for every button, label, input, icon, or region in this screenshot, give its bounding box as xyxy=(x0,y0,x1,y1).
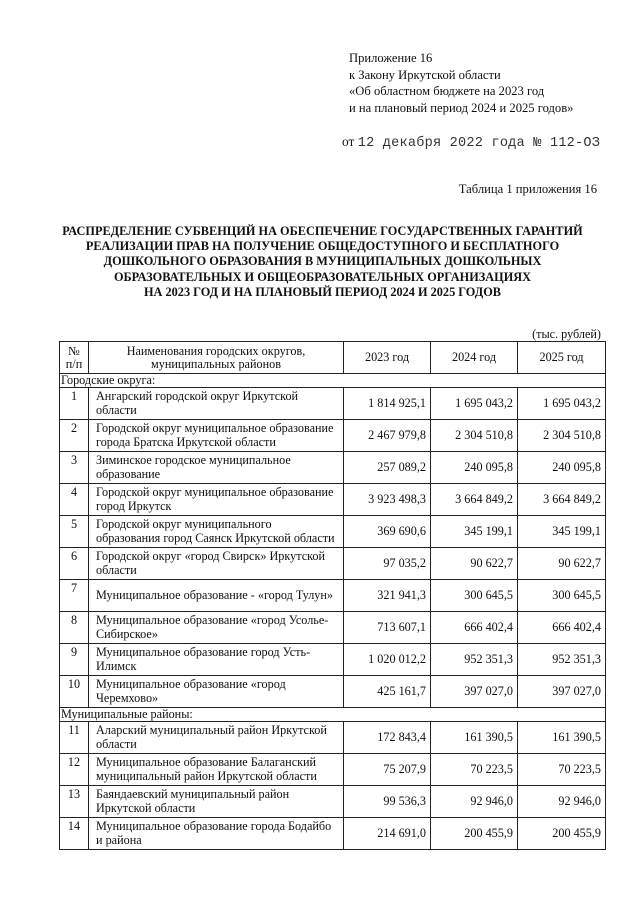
table-row xyxy=(60,644,606,676)
row-name-line2: город Иркутск xyxy=(96,498,172,513)
row-number: 4 xyxy=(60,484,89,516)
value-2025: 161 390,5 xyxy=(518,722,606,754)
value-2023: 75 207,9 xyxy=(344,754,431,786)
value-2025: 92 946,0 xyxy=(518,786,606,818)
value-2024: 1 695 043,2 xyxy=(431,388,518,420)
value-2024: 90 622,7 xyxy=(431,548,518,580)
header-2025: 2025 год xyxy=(518,342,606,374)
value-2024: 200 455,9 xyxy=(431,818,518,850)
value-2024: 666 402,4 xyxy=(431,612,518,644)
value-2023: 99 536,3 xyxy=(344,786,431,818)
table-row xyxy=(60,676,606,708)
units-label: (тыс. рублей) xyxy=(532,327,601,341)
appendix-line: и на плановый период 2024 и 2025 годов» xyxy=(349,100,574,115)
value-2025: 90 622,7 xyxy=(518,548,606,580)
row-name xyxy=(89,580,344,612)
header-2023: 2023 год xyxy=(344,342,431,374)
appendix-reference xyxy=(349,50,573,116)
row-name-line2: образование xyxy=(96,466,161,481)
value-2025: 952 351,3 xyxy=(518,644,606,676)
row-number: 9 xyxy=(60,644,89,676)
row-name-line1: Муниципальное образование город Усть- xyxy=(96,645,311,659)
row-name-line1: Муниципальное образование «город Усолье- xyxy=(96,613,329,627)
row-name-line1: Муниципальное образование Балаганский xyxy=(96,755,317,769)
row-name-line1: Городской округ муниципальное образование xyxy=(96,485,334,499)
row-name xyxy=(89,388,344,420)
table-row xyxy=(60,786,606,818)
row-name-line1: Городской округ муниципального xyxy=(96,517,272,531)
row-name xyxy=(89,644,344,676)
value-2024: 952 351,3 xyxy=(431,644,518,676)
law-date xyxy=(342,134,600,151)
value-2024: 397 027,0 xyxy=(431,676,518,708)
row-name-line1: Городской округ муниципальное образование xyxy=(96,421,334,435)
row-name xyxy=(89,722,344,754)
row-name xyxy=(89,452,344,484)
row-name-line2: Иркутской области xyxy=(96,800,196,815)
header-2024: 2024 год xyxy=(431,342,518,374)
table-row xyxy=(60,548,606,580)
row-number: 3 xyxy=(60,452,89,484)
row-name-line2: и района xyxy=(96,832,142,847)
row-name-line1: Ангарский городской округ Иркутской xyxy=(96,389,299,403)
row-name-line1: Зиминское городское муниципальное xyxy=(96,453,291,467)
value-2024: 92 946,0 xyxy=(431,786,518,818)
row-number: 5 xyxy=(60,516,89,548)
value-2025: 666 402,4 xyxy=(518,612,606,644)
table-row xyxy=(60,388,606,420)
row-name-line2: образования город Саянск Иркутской области xyxy=(96,530,335,545)
row-name xyxy=(89,786,344,818)
table-row xyxy=(60,722,606,754)
value-2025: 397 027,0 xyxy=(518,676,606,708)
value-2023: 1 020 012,2 xyxy=(344,644,431,676)
group-row-districts xyxy=(60,708,606,722)
row-number: 10 xyxy=(60,676,89,708)
value-2024: 240 095,8 xyxy=(431,452,518,484)
row-name xyxy=(89,818,344,850)
row-name xyxy=(89,420,344,452)
row-name-line2: области xyxy=(96,402,137,417)
table-row xyxy=(60,484,606,516)
table-row xyxy=(60,420,606,452)
group-label: Городские округа: xyxy=(60,374,606,388)
table-row xyxy=(60,612,606,644)
table-header-row xyxy=(60,342,606,374)
appendix-line: Приложение 16 xyxy=(349,51,433,65)
row-name-line1: Аларский муниципальный район Иркутской xyxy=(96,723,327,737)
value-2025: 300 645,5 xyxy=(518,580,606,612)
row-name-line2: муниципальный район Иркутской области xyxy=(96,768,317,783)
row-number: 12 xyxy=(60,754,89,786)
value-2023: 97 035,2 xyxy=(344,548,431,580)
value-2025: 1 695 043,2 xyxy=(518,388,606,420)
group-row-urban xyxy=(60,374,606,388)
row-name xyxy=(89,484,344,516)
table-row xyxy=(60,754,606,786)
value-2023: 172 843,4 xyxy=(344,722,431,754)
row-name-line2: города Братска Иркутской области xyxy=(96,434,276,449)
row-name-line2: области xyxy=(96,562,137,577)
row-name-line2: Черемхово» xyxy=(96,690,159,705)
row-number: 14 xyxy=(60,818,89,850)
row-name-line1: Муниципальное образование города Бодайбо xyxy=(96,819,332,833)
value-2024: 345 199,1 xyxy=(431,516,518,548)
row-number: 2 xyxy=(60,420,89,452)
table-row xyxy=(60,452,606,484)
value-2023: 713 607,1 xyxy=(344,612,431,644)
row-name xyxy=(89,548,344,580)
value-2023: 214 691,0 xyxy=(344,818,431,850)
value-2025: 3 664 849,2 xyxy=(518,484,606,516)
value-2024: 300 645,5 xyxy=(431,580,518,612)
row-name-line2: Илимск xyxy=(96,658,137,673)
value-2023: 425 161,7 xyxy=(344,676,431,708)
header-name: Наименования городских округов, муниципальных районов xyxy=(89,342,344,374)
group-label: Муниципальные районы: xyxy=(60,708,606,722)
value-2024: 161 390,5 xyxy=(431,722,518,754)
value-2025: 2 304 510,8 xyxy=(518,420,606,452)
law-date-text: 12 декабря 2022 года № 112-ОЗ xyxy=(357,136,601,151)
row-number: 6 xyxy=(60,548,89,580)
table-row xyxy=(60,580,606,612)
row-number: 13 xyxy=(60,786,89,818)
title-line: ОБРАЗОВАТЕЛЬНЫХ И ОБЩЕОБРАЗОВАТЕЛЬНЫХ ОРГАНИЗАЦИЯХ xyxy=(113,269,532,284)
header-num: № п/п xyxy=(60,342,89,374)
row-name-line2: Сибирское» xyxy=(96,626,158,641)
row-number: 8 xyxy=(60,612,89,644)
value-2023: 3 923 498,3 xyxy=(344,484,431,516)
row-name-line1: Муниципальное образование «город xyxy=(96,677,286,691)
value-2023: 257 089,2 xyxy=(344,452,431,484)
table-reference: Таблица 1 приложения 16 xyxy=(458,182,597,196)
value-2025: 200 455,9 xyxy=(518,818,606,850)
document-title xyxy=(40,224,605,300)
title-line: РЕАЛИЗАЦИИ ПРАВ НА ПОЛУЧЕНИЕ ОБЩЕДОСТУПНОГО И БЕСПЛАТНОГО xyxy=(85,239,560,254)
law-date-prefix: от xyxy=(342,134,355,149)
value-2023: 2 467 979,8 xyxy=(344,420,431,452)
row-number: 1 xyxy=(60,388,89,420)
value-2025: 240 095,8 xyxy=(518,452,606,484)
row-name-line1: Городской округ «город Свирск» Иркутской xyxy=(96,549,326,563)
row-name xyxy=(89,754,344,786)
table-row xyxy=(60,516,606,548)
subsidy-table xyxy=(59,341,606,850)
row-name xyxy=(89,676,344,708)
row-name xyxy=(89,612,344,644)
title-line: РАСПРЕДЕЛЕНИЕ СУБВЕНЦИЙ НА ОБЕСПЕЧЕНИЕ ГОСУДАРСТВЕННЫХ ГАРАНТИЙ xyxy=(62,224,583,238)
value-2025: 70 223,5 xyxy=(518,754,606,786)
row-name-line1: Муниципальное образование - «город Тулун» xyxy=(96,587,334,602)
title-line: ДОШКОЛЬНОГО ОБРАЗОВАНИЯ В МУНИЦИПАЛЬНЫХ ДОШКОЛЬНЫХ xyxy=(103,254,542,269)
appendix-line: «Об областном бюджете на 2023 год xyxy=(349,84,545,98)
row-name xyxy=(89,516,344,548)
title-line: НА 2023 ГОД И НА ПЛАНОВЫЙ ПЕРИОД 2024 И 2025 ГОДОВ xyxy=(143,284,501,299)
value-2024: 70 223,5 xyxy=(431,754,518,786)
value-2025: 345 199,1 xyxy=(518,516,606,548)
value-2023: 321 941,3 xyxy=(344,580,431,612)
row-name-line1: Баяндаевский муниципальный район xyxy=(96,787,290,801)
row-number: 7 xyxy=(60,580,89,612)
value-2023: 369 690,6 xyxy=(344,516,431,548)
value-2024: 3 664 849,2 xyxy=(431,484,518,516)
value-2024: 2 304 510,8 xyxy=(431,420,518,452)
row-number: 11 xyxy=(60,722,89,754)
row-name-line2: области xyxy=(96,736,137,751)
appendix-line: к Закону Иркутской области xyxy=(349,67,501,82)
value-2023: 1 814 925,1 xyxy=(344,388,431,420)
table-row xyxy=(60,818,606,850)
